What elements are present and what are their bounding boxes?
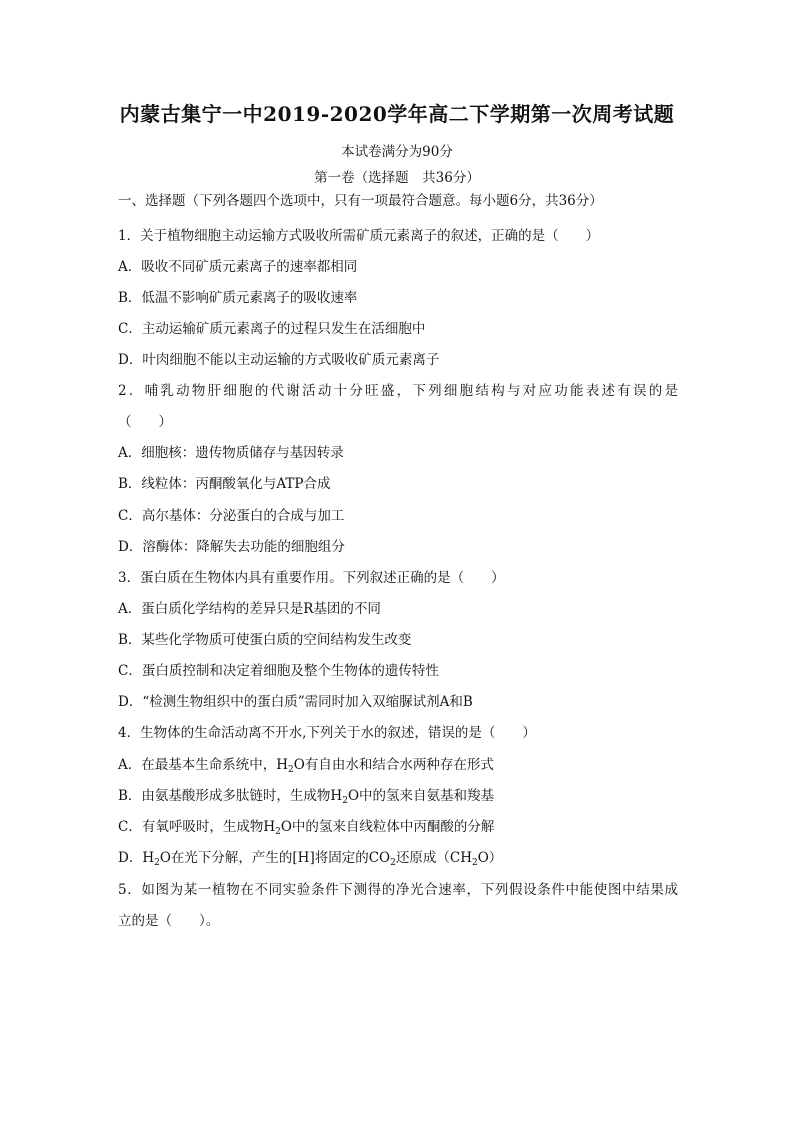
question-4-option-b: B．由氨基酸形成多肽链时，生成物$H_2O$中的氢来自氨基和羧基 bbox=[118, 788, 495, 806]
question-4-option-d: D．$H_2O$在光下分解，产生的[H]将固定的$CO_2$还原成$(CH_2O)$ bbox=[118, 850, 503, 868]
volume-heading: 第一卷（选择题 共36分） bbox=[314, 170, 480, 186]
question-2-option-c: C．高尔基体：分泌蛋白的合成与加工 bbox=[118, 508, 345, 524]
question-5-stem-line-2: 立的是（ ）。 bbox=[118, 913, 220, 929]
question-2-option-a: A．细胞核：遗传物质储存与基因转录 bbox=[118, 445, 344, 461]
question-2-option-d: D．溶酶体：降解失去功能的细胞组分 bbox=[118, 539, 345, 555]
question-4-option-c: C．有氧呼吸时，生成物$H_2O$中的氢来自线粒体中丙酮酸的分解 bbox=[118, 819, 495, 837]
question-1-option-a: A．吸收不同矿质元素离子的速率都相同 bbox=[118, 259, 358, 275]
section-heading: 一、选择题（下列各题四个选项中，只有一项最符合题意。每小题6分，共36分） bbox=[118, 193, 603, 209]
question-1-option-c: C．主动运输矿质元素离子的过程只发生在活细胞中 bbox=[118, 321, 426, 337]
question-4-option-a: A．在最基本生命系统中，$H_2O$有自由水和结合水两种存在形式 bbox=[118, 757, 494, 775]
question-3-option-a: A．蛋白质化学结构的差异只是R基团的不同 bbox=[118, 601, 381, 617]
question-3-option-b: B．某些化学物质可使蛋白质的空间结构发生改变 bbox=[118, 632, 412, 648]
question-3-stem: 3．蛋白质在生物体内具有重要作用。下列叙述正确的是（ ） bbox=[118, 570, 505, 586]
question-1-stem: 1．关于植物细胞主动运输方式吸收所需矿质元素离子的叙述，正确的是（ ） bbox=[118, 228, 600, 244]
question-4-stem: 4．生物体的生命活动离不开水,下列关于水的叙述，错误的是（ ） bbox=[118, 725, 536, 741]
question-1-option-b: B．低温不影响矿质元素离子的吸收速率 bbox=[118, 290, 358, 306]
page-title: 内蒙古集宁一中2019-2020学年高二下学期第一次周考试题 bbox=[119, 102, 675, 126]
question-2-option-b: B．线粒体：丙酮酸氧化与ATP合成 bbox=[118, 476, 331, 492]
question-5-stem-line-1: 5．如图为某一植物在不同实验条件下测得的净光合速率，下列假设条件中能使图中结果成 bbox=[118, 882, 678, 898]
question-1-option-d: D．叶肉细胞不能以主动运输的方式吸收矿质元素离子 bbox=[118, 352, 440, 368]
question-3-option-c: C．蛋白质控制和决定着细胞及整个生物体的遗传特性 bbox=[118, 663, 439, 679]
question-3-option-d: D．“检测生物组织中的蛋白质”需同时加入双缩脲试剂A和B bbox=[118, 694, 473, 710]
score-note: 本试卷满分为90分 bbox=[341, 144, 453, 160]
question-2-stem-line-2: （ ） bbox=[118, 414, 172, 430]
question-2-stem-line-1: 2．哺乳动物肝细胞的代谢活动十分旺盛，下列细胞结构与对应功能表述有误的是 bbox=[118, 383, 678, 399]
